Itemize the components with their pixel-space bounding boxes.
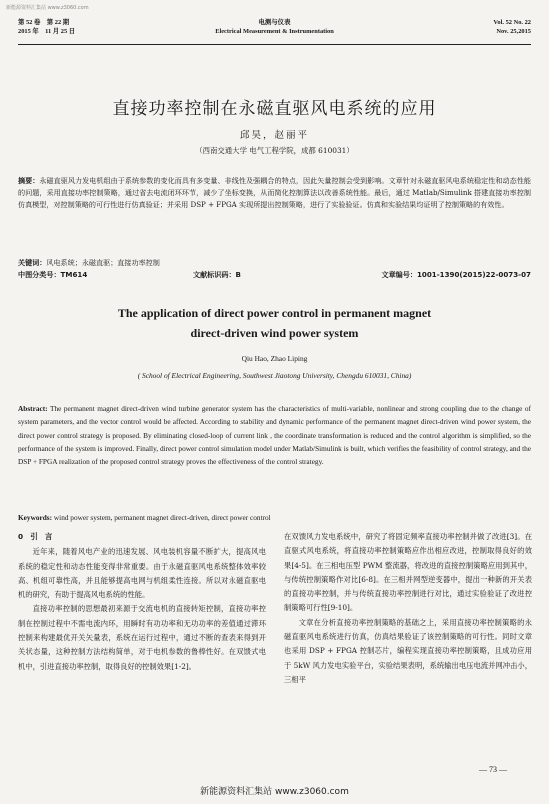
clc-number: 中图分类号：TM614 xyxy=(18,270,88,279)
abstract-en-text: The permanent magnet direct-driven wind turbine generator system has the characteristics of multi-variable, nonlinear and strong coupling due to the change of system parameters, and the vector control would be affected. According to stability and dynamic performance of the permanent magnet direct-driven wind power system, the direct power control strategy is proposed. By eliminating closed-loop of current link , the coordinate transformation is reduced and the control algorithm is simplified, so the performance of the system is improved. Finally, direct power control simulation model under Matlab/Simulink is built, which verifies the feasibility of control strategy, and the DSP + FPGA realization of the proposed control strategy proves the effectiveness of the control strategy. xyxy=(18,404,531,467)
title-en-line1: The application of direct power control in permanent magnet xyxy=(117,306,432,320)
keywords-cn-label: 关键词： xyxy=(18,258,47,267)
title-en-line2: direct-driven wind power system xyxy=(190,326,359,340)
authors-en: Qiu Hao, Zhao Liping xyxy=(241,354,308,363)
paper-title-cn: 直接功率控制在永磁直驱风电系统的应用 xyxy=(112,99,437,119)
journal-name-cn: 电测与仪表 xyxy=(258,19,291,26)
keywords-en-label: Keywords: xyxy=(18,513,53,522)
body-paragraph: 在双馈风力发电系统中，研究了将固定频率直接功率控制并做了改进[3]。在直驱式风电系统，将直接功率控制策略应作出相应改进，控制取得良好的效果[4-5]。在三相电压型 PWM 整流器，将改进的直接控制策略应用到其中，与传统控制策略作对比[6-8]。在三相并网型逆变器中，提出一种新的开关表的直接功率控制，并与传统直接功率控制进行对比，通过实验验证了改进控制策略可行性[9-10]。 xyxy=(284,532,532,613)
page-number: — 73 — xyxy=(479,765,507,774)
header-volume-issue: 第 52 卷 第 22 期 xyxy=(18,19,70,26)
affiliation-en: ( School of Electrical Engineering, Southwest Jiaotong University, Chengdu 610031, China) xyxy=(137,371,412,380)
footer-watermark: 新能源资料汇集站 www.z3060.com xyxy=(200,787,349,797)
abstract-en xyxy=(18,402,531,468)
keywords-en xyxy=(18,513,531,522)
header-journal xyxy=(18,18,531,36)
abstract-cn-label: 摘要： xyxy=(18,176,40,185)
header-date-en: Nov. 25,2015 xyxy=(496,28,531,35)
abstract-cn-text: 永磁直驱风力发电机组由于系统参数的变化而具有多变量、非线性及强耦合的特点，因此矢量控制会受到影响。文章针对永磁直驱风电系统稳定性和动态性能的问题，采用直接功率控制策略，通过省去电流闭环环节，减少了坐标变换，从而简化控制算法以改善系统性能。最后，通过 Matlab/Simulink 搭建直接功率控制仿真模型，对控制策略的可行性进行仿真验证；并采用 DSP + FPGA 实现所提出控制策略，进行了实验验证。仿真和实验结果均证明了控制策略的有效性。 xyxy=(18,176,532,210)
abstract-cn xyxy=(18,175,531,212)
body-column-right xyxy=(284,530,532,687)
article-number: 文章编号：1001-1390(2015)22-0073-07 xyxy=(381,270,531,279)
body-paragraph: 直接功率控制的思想最初来源于交流电机的直接转矩控制，直接功率控制在控制过程中不需电流内环，用瞬时有功功率和无功功率的差值通过滞环控制来构建最优开关矢量表，系统在运行过程中，通过不断的查表来得到开关状态量，这种控制方法结构简单，对于电机参数的鲁棒性好。在双馈式电机中，引进直接功率控制，取得良好的控制效果[1-2]。 xyxy=(18,604,266,671)
journal-name-en: Electrical Measurement & Instrumentation xyxy=(215,28,334,35)
journal-header xyxy=(18,18,531,45)
authors-cn: 邱昊，赵丽平 xyxy=(239,130,309,141)
paper-title-en xyxy=(0,303,549,343)
body-paragraph: 近年来，随着风电产业的迅速发展、风电装机容量不断扩大，提高风电系统的稳定性和动态性能变得非常重要。由于永磁直驱风电系统整体效率较高、机组可靠性高，并且能够提高电网与机组柔性连接。所以对永磁直驱电机的研究，有助于提高风电系统的性能。 xyxy=(18,547,266,600)
keywords-cn xyxy=(18,258,531,268)
doc-code: 文献标识码：B xyxy=(193,270,241,279)
body-column-left xyxy=(18,530,266,674)
keywords-cn-text: 风电系统；永磁直驱；直接功率控制 xyxy=(46,258,160,267)
header-date-cn: 2015 年 11 月 25 日 xyxy=(18,28,76,35)
affiliation-cn: （西南交通大学 电气工程学院，成都 610031） xyxy=(195,146,354,155)
header-vol-en xyxy=(493,18,531,36)
section-heading: 0 引 言 xyxy=(18,532,53,541)
keywords-en-text: wind power system, permanent magnet direct-driven, direct power control xyxy=(53,513,271,522)
abstract-en-label: Abstract: xyxy=(18,404,48,413)
watermark-top: 新能源资料汇集站 www.z3060.com xyxy=(6,5,89,11)
header-vol-no: Vol. 52 No. 22 xyxy=(493,19,531,26)
body-paragraph: 文章在分析直接功率控制策略的基础之上，采用直接功率控制策略的永磁直驱风电系统进行仿真，仿真结果验证了该控制策略的可行性。同时文章也采用 DSP + FPGA 控制芯片，编程实现直接功率控制策略，且成功应用于 5kW 风力发电实验平台，实验结果表明，系统输出电压电流并网冲击小，三相平 xyxy=(284,617,532,684)
